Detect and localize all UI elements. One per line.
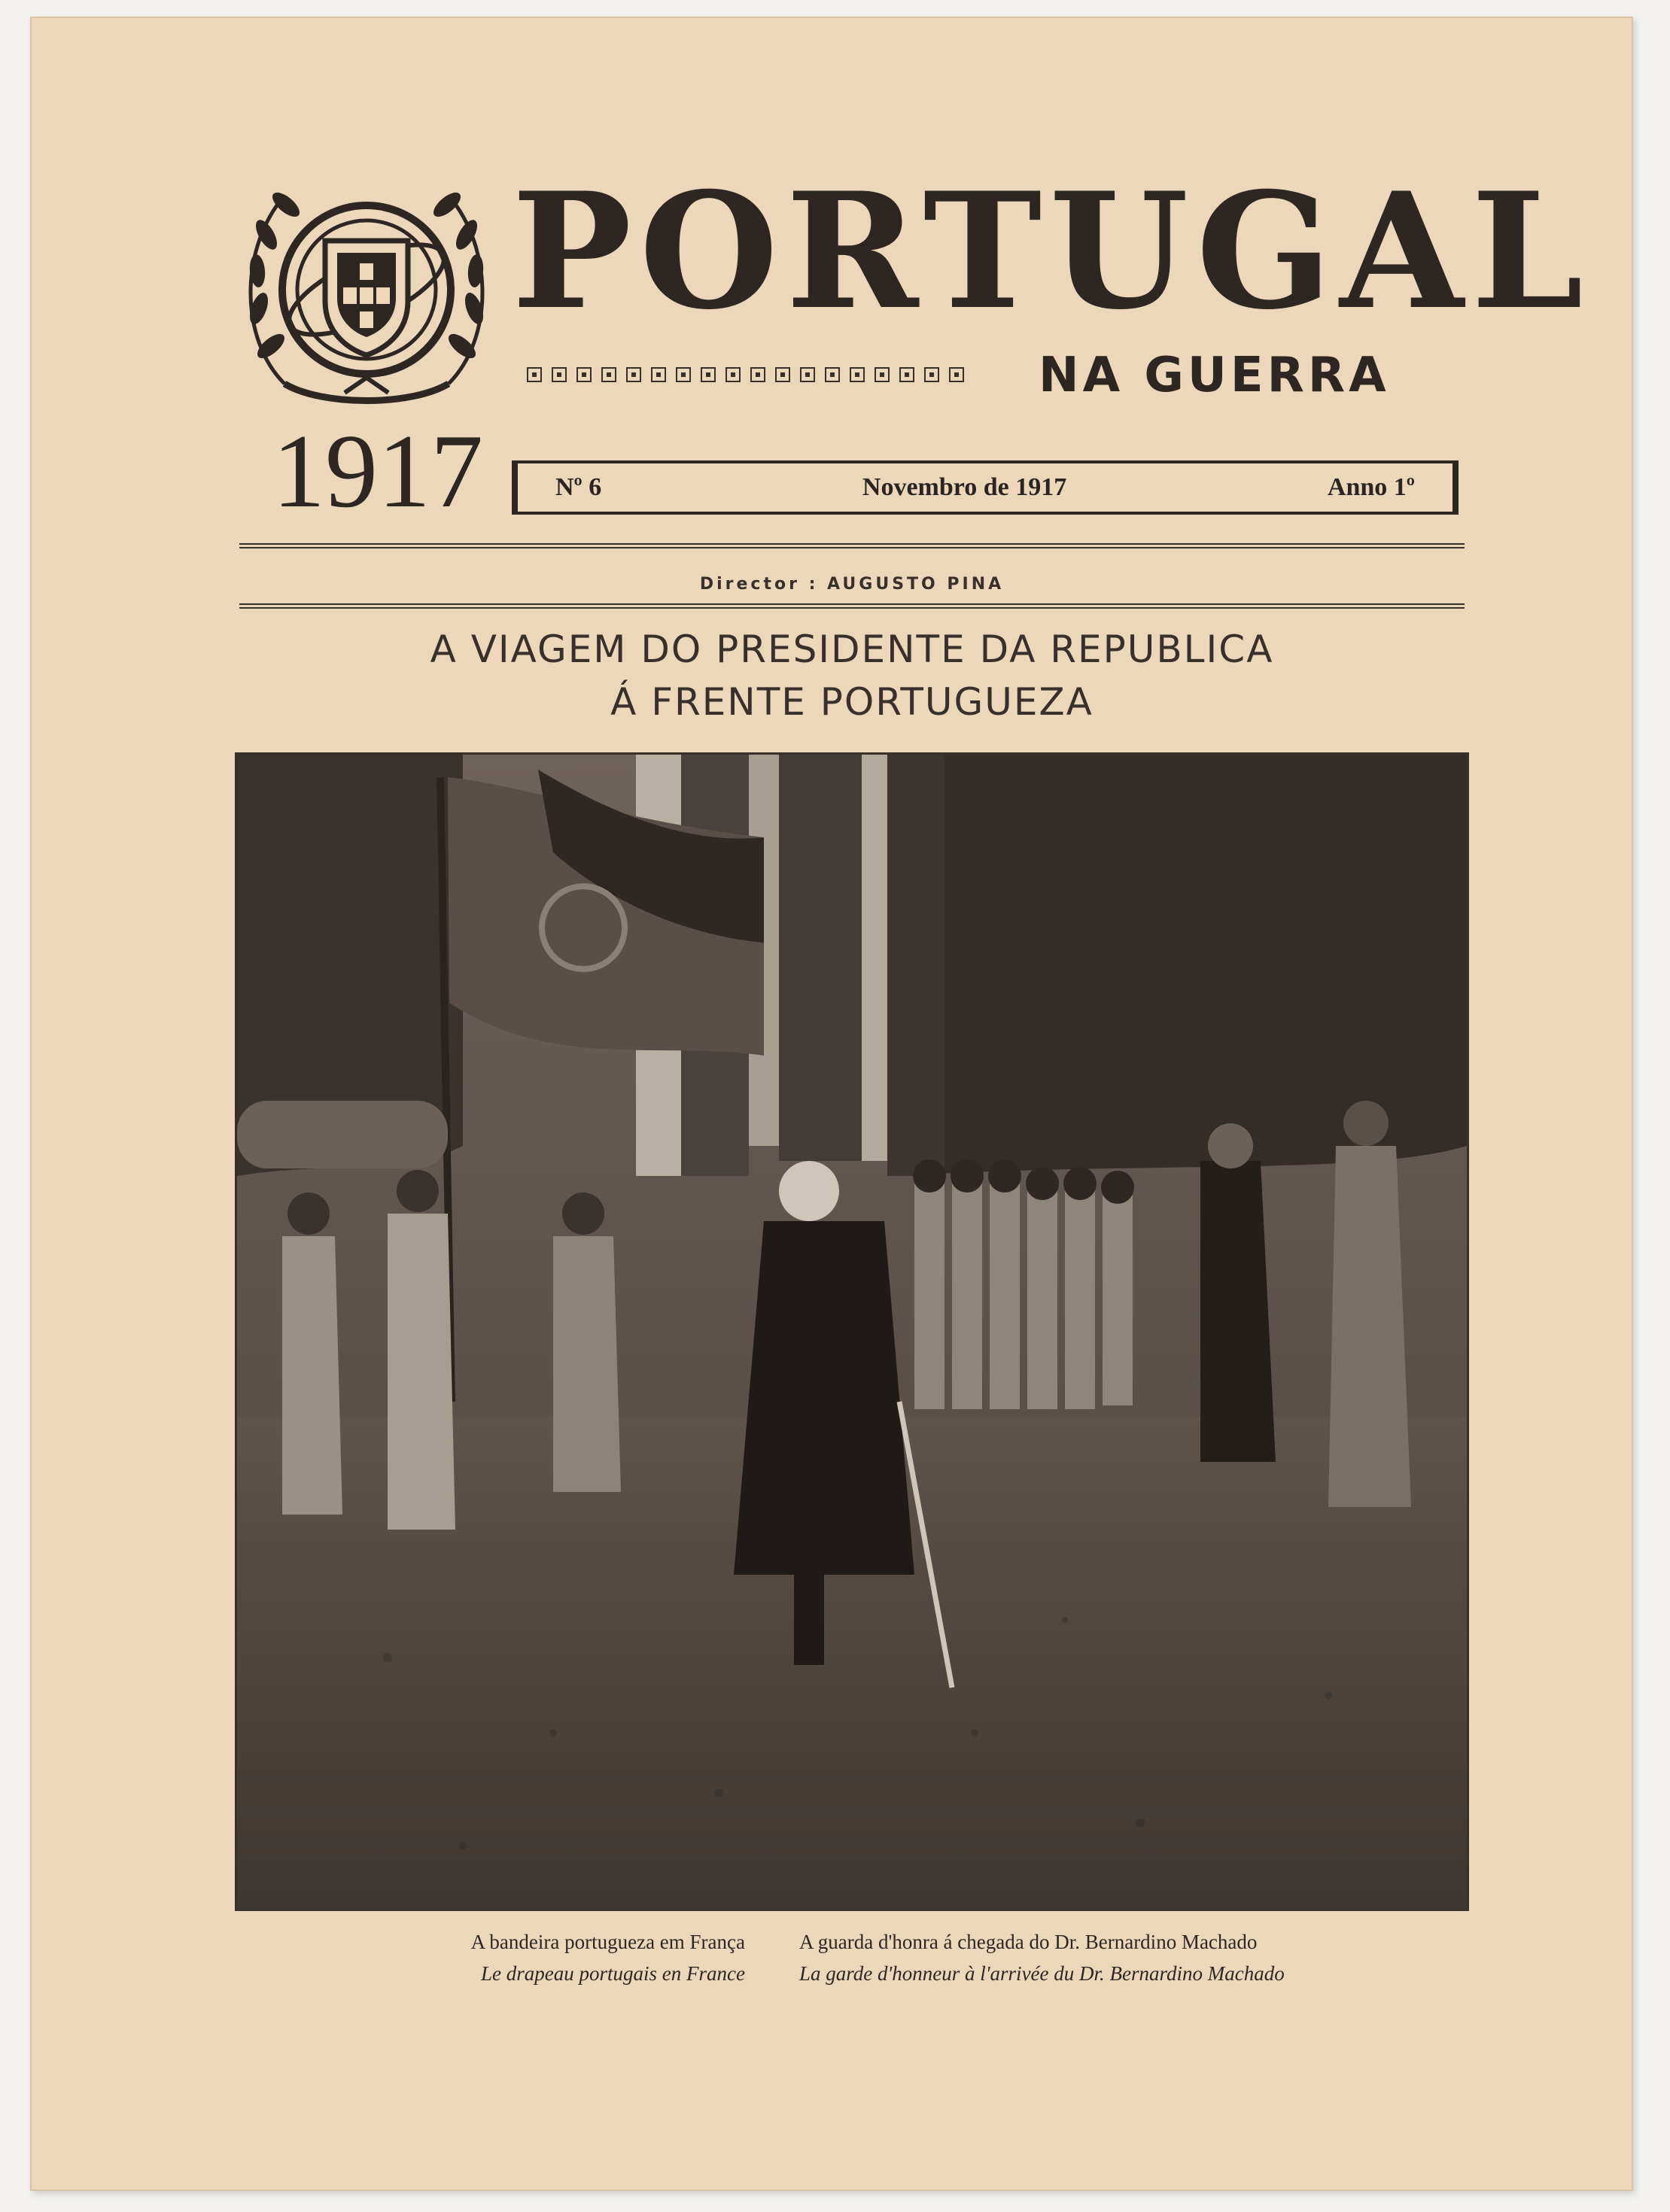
top-divider: [239, 543, 1465, 548]
director-line: Director : AUGUSTO PINA: [699, 575, 1005, 594]
issue-number: Nº 6: [555, 473, 602, 501]
issue-date: Novembro de 1917: [862, 473, 1067, 501]
caption-right-french: La garde d'honneur à l'arrivée du Dr. Bernardino Machado: [799, 1962, 1285, 1985]
coat-of-arms-icon: [232, 158, 501, 414]
headline-line-2: Á FRENTE PORTUGUEZA: [610, 680, 1094, 724]
front-page-photograph: [235, 752, 1469, 1911]
issue-volume: Anno 1º: [1327, 473, 1415, 501]
masthead-title: PORTUGAL: [512, 157, 1591, 345]
masthead-year: 1917: [272, 413, 483, 530]
caption-right: [799, 1926, 1356, 1989]
caption-left: [384, 1926, 745, 1989]
caption-right-portuguese: A guarda d'honra á chegada do Dr. Bernardino Machado: [799, 1931, 1258, 1953]
headline-line-1: A VIAGEM DO PRESIDENTE DA REPUBLICA: [430, 627, 1274, 671]
masthead-subtitle: NA GUERRA: [1039, 348, 1390, 403]
newspaper-page: [30, 17, 1633, 2191]
issue-info-bar: [512, 460, 1459, 515]
decorative-border-row: [527, 367, 993, 384]
headline: [239, 623, 1465, 728]
caption-left-portuguese: A bandeira portugueza em França: [470, 1931, 745, 1953]
caption-left-french: Le drapeau portugais en France: [481, 1962, 745, 1985]
bottom-divider: [239, 603, 1465, 609]
